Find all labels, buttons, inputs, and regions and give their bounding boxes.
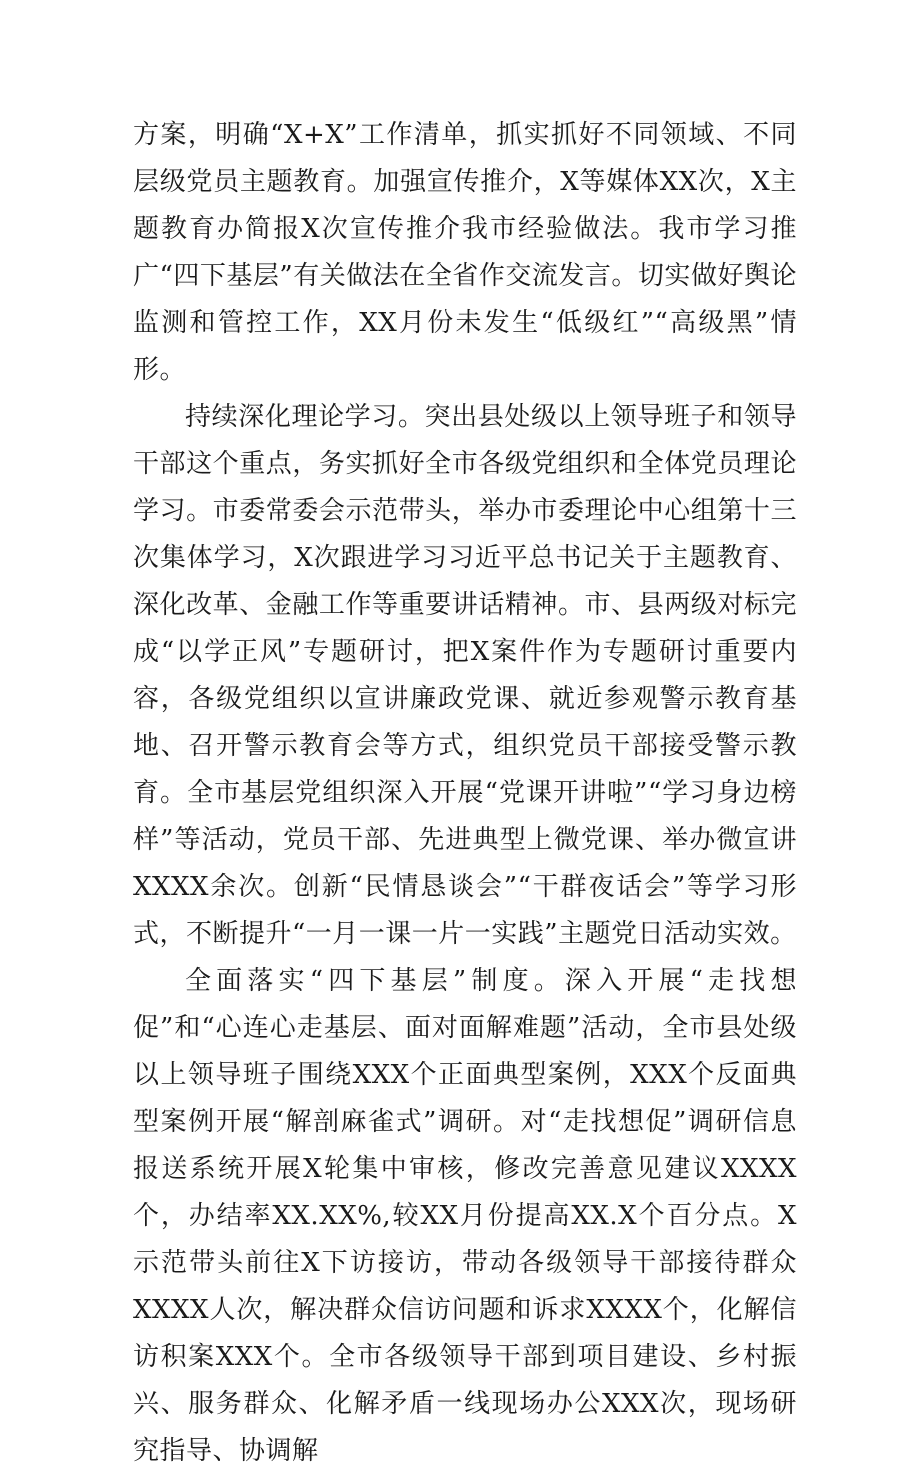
paragraph-grassroots-system: 全面落实“四下基层”制度。深入开展“走找想促”和“心连心走基层、面对面解难题”活动，全市县处级以上领导班子围绕XXX个正面典型案例，XXX个反面典型案例开展“解剖麻雀式”调研。对“走找想促”调研信息报送系统开展X轮集中审核，修改完善意见建议XXXX个，办结率XX.XX%,较XX月份提高XX.X个百分点。X示范带头前往X下访接访，带动各级领导干部接待群众XXXX人次，解决群众信访问题和诉求XXXX个，化解信访积案XXX个。全市各级领导干部到项目建设、乡村振兴、服务群众、化解矛盾一线现场办公XXX次，现场研究指导、协调解 bbox=[133, 966, 797, 1466]
paragraph-continuation: 方案，明确“X+X”工作清单，抓实抓好不同领域、不同层级党员主题教育。加强宣传推介，X等媒体XX次，X主题教育办简报X次宣传推介我市经验做法。我市学习推广“四下基层”有关做法在全省作交流发言。切实做好舆论监测和管控工作，XX月份未发生“低级红”“高级黑”情形。 bbox=[133, 120, 797, 385]
paragraph-theory-study: 持续深化理论学习。突出县处级以上领导班子和领导干部这个重点，务实抓好全市各级党组织和全体党员理论学习。市委常委会示范带头，举办市委理论中心组第十三次集体学习，X次跟进学习习近平总书记关于主题教育、深化改革、金融工作等重要讲话精神。市、县两级对标完成“以学正风”专题研讨，把X案件作为专题研讨重要内容，各级党组织以宣讲廉政党课、就近参观警示教育基地、召开警示教育会等方式，组织党员干部接受警示教育。全市基层党组织深入开展“党课开讲啦”“学习身边榜样”等活动，党员干部、先进典型上微党课、举办微宣讲XXXX余次。创新“民情恳谈会”“干群夜话会”等学习形式，不断提升“一月一课一片一实践”主题党日活动实效。 bbox=[133, 402, 797, 949]
document-body bbox=[133, 112, 797, 1475]
